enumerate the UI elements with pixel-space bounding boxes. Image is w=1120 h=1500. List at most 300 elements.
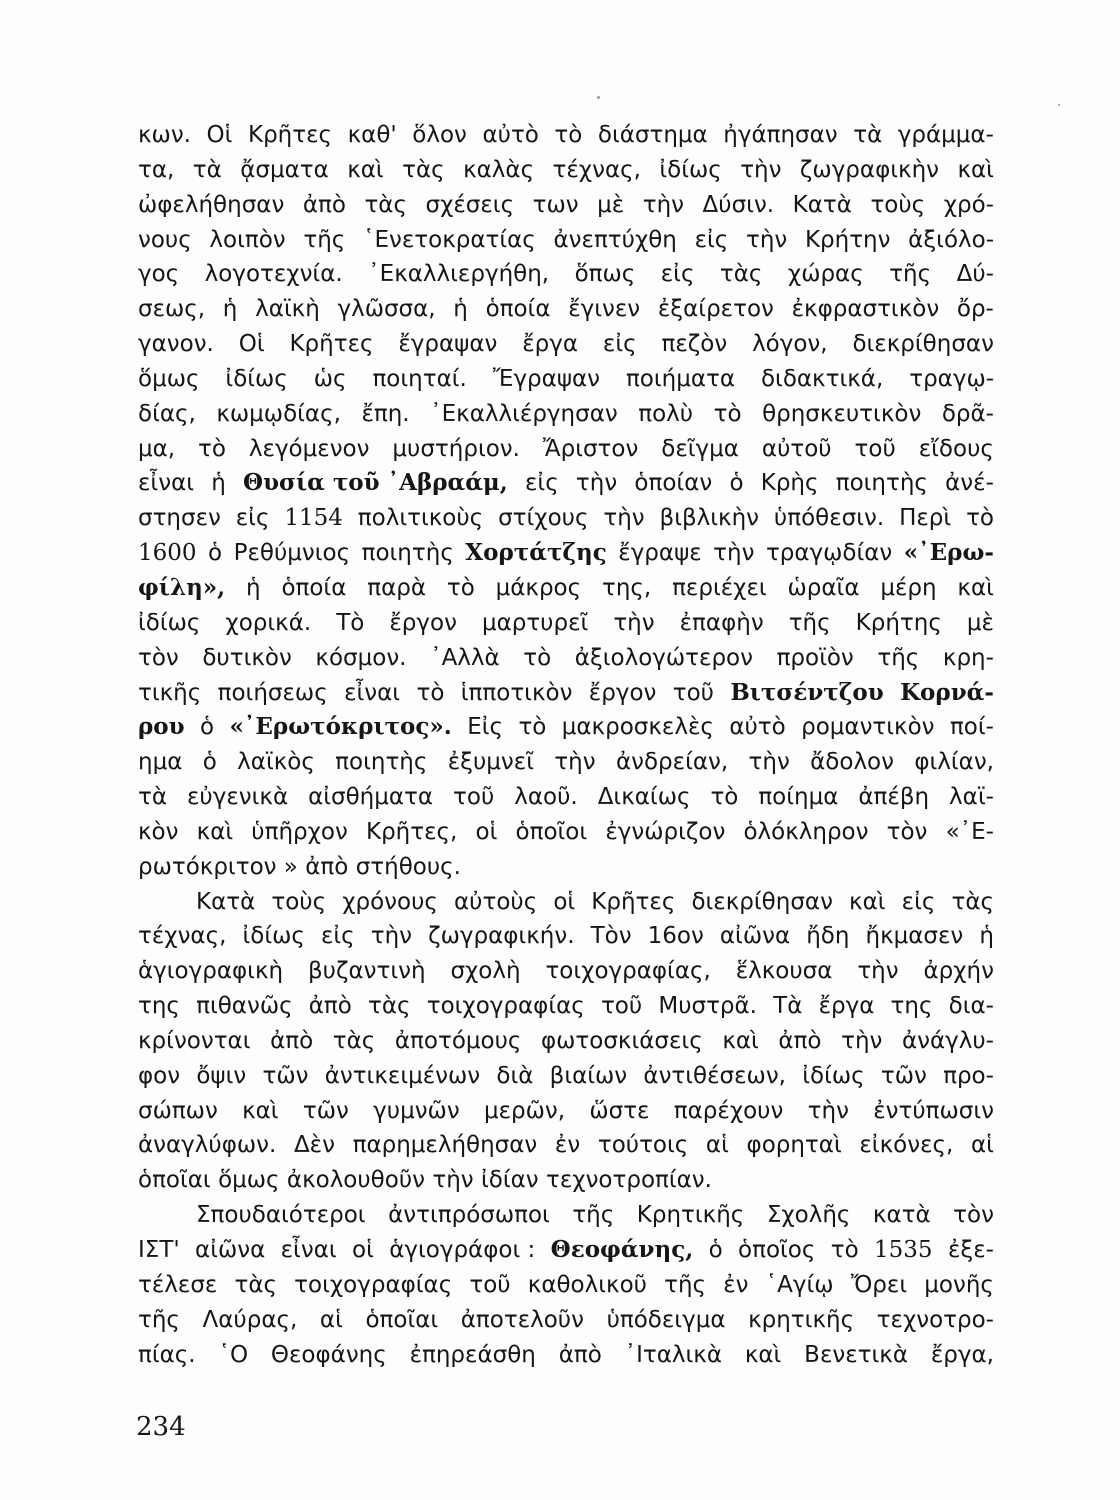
word: ποιήσεως [217,679,328,706]
word: καὶ [347,156,384,183]
word: ἀκολουθοῦν [286,1167,425,1194]
word: κων. [138,122,191,148]
word: ἀποτελοῦν [460,1306,584,1333]
word: στίχους [498,505,589,532]
word: κωμῳδίας, [216,400,341,427]
print-speck [1058,104,1060,106]
page-number: 234 [136,1412,186,1442]
word: δρᾶ- [941,400,994,427]
word: λογοτεχνία. [204,261,343,288]
word: τῶν [880,1062,927,1089]
word: τικῆς [138,679,202,706]
word: Σχολῆς [766,1202,851,1229]
word: κρη- [942,644,994,671]
word: γυμνῶν [373,1097,460,1124]
text-line [138,1268,994,1303]
word: τὴν [841,1027,883,1054]
word: ὅμως [218,1167,280,1194]
word: Βενετικὰ [804,1341,909,1368]
word: ῾Ενετοκρατίας [362,226,536,253]
text-line [138,989,994,1024]
word: τὸ [198,435,226,462]
word: ᾿Ιταλικὰ [624,1341,723,1368]
word: ἰδίως [242,923,305,950]
word: κὸν [138,818,179,845]
word: ἰδίαν [481,1167,539,1194]
word: ποιητὴς [835,470,928,497]
word: εἰς [524,470,559,497]
word: μέρη [880,574,937,601]
word: ἐγνώριζον [605,818,726,845]
word: ΙΣΤ' [138,1237,180,1263]
text-line [138,1303,994,1338]
word: μονῆς [924,1271,994,1298]
word: τὰς [719,261,763,288]
word: ἔργον [389,609,457,636]
word: κρητικῆς [748,1306,855,1333]
word: τὰς [368,993,411,1020]
word: ἀπέβη [858,784,930,811]
word: αὐτοῦ [761,435,832,462]
word: τὸ [830,1237,859,1263]
word: ἐντύπωσιν [873,1097,994,1124]
word: ὑπόθεσιν. [773,505,885,532]
text-line [138,536,994,571]
word: τέλεσε [138,1271,218,1298]
word: εἰς [694,226,729,253]
word: τοὺς [870,191,926,218]
word: ὅπως [574,261,636,288]
word: πίας. [138,1341,196,1368]
word: εἰς [235,505,270,532]
word: Θυσία τοῦ ᾿Αβραάμ, [243,469,508,497]
word: εἰκόνες, [859,1132,954,1159]
word: τέχνας, [552,156,641,183]
word: ὑπόδειγμα [606,1306,726,1333]
word: τῆς [788,609,831,636]
word: τὰ [138,784,168,811]
word: ἀντικειμένων [324,1062,481,1089]
word: ποιητὴς [361,540,454,567]
body-text [138,118,994,1372]
word: ὁ [708,1237,723,1263]
word: Δύσιν. [702,191,775,218]
word: ἔργον [588,679,657,706]
word: τὰς [234,1271,278,1298]
word: φιλίαν, [914,749,994,776]
word: γανον. [138,331,214,358]
word: ἀξιολογώτερον [574,644,753,671]
word: ἁγιογραφικὴ [138,958,284,985]
word: τὸ [518,714,547,741]
word: Κρῆτες [591,888,676,915]
word: παρέχουν [673,1097,784,1124]
word: ἡ [246,574,261,601]
word: ἀπὸ [778,1027,822,1054]
word: 1600 [138,540,197,567]
word: Κρῆτες, [366,818,458,845]
text-line [138,1094,994,1129]
word: τοὺς [271,888,327,915]
word: ρωτόκριτον » [138,853,298,880]
word: ἀνάγλυ- [901,1027,994,1054]
word: τῆς [138,1306,180,1333]
word: βυζαντινὴ [307,958,426,985]
word: Κορνά- [900,678,994,706]
word: «᾿Ερωτόκριτος». [229,713,452,741]
word: ὄψιν [196,1062,247,1089]
word: τῆς [889,261,932,288]
word: ζωγραφικήν. [428,923,575,950]
word: ὄρ- [956,296,994,323]
word: αὐτοὺς [454,888,538,915]
word: Μυστρᾶ. [658,993,757,1020]
word: Σπουδαιότεροι [196,1202,366,1229]
word: ὁποῖαι [138,1167,211,1194]
word: ἐξε- [947,1237,994,1263]
word: ὠφελήθησαν [138,191,285,218]
word: εἶναι [138,470,195,497]
word: ἀπὸ [308,993,352,1020]
word: πολιτικοὺς [357,505,484,532]
word: ῾Ο [218,1341,249,1368]
word: διεκρίθησαν [852,331,994,358]
word: ζωγραφικὴν [799,156,939,183]
word: τραγῳδίαν [765,540,893,567]
word: τοιχογραφίας [294,1271,453,1298]
word: ὅμως [138,365,200,392]
word: τὰς [402,156,445,183]
word: λαϊκὴ [255,296,320,323]
word: Θεοφάνης [270,1341,387,1368]
word: ἔγινεν [568,296,641,323]
word: πιθανῶς [196,993,293,1020]
word: καὶ [957,574,994,601]
word: ἡ [211,470,226,497]
word: τὸ [523,644,552,671]
word: κρίνονται [138,1027,251,1054]
word: μακροσκελὲς [561,714,714,741]
word: ἀξιόλο- [908,226,994,253]
word: ἀρχήν [923,958,994,985]
word: λοιπὸν [209,226,286,253]
text-line [138,153,994,188]
word: παρὰ [367,574,426,601]
word: «᾿Ερω- [903,539,994,567]
word: ἤκμασεν [865,923,964,950]
word: καὶ [957,156,994,183]
word: της, [601,574,652,601]
word: εἶναι [344,679,401,706]
word: ἀποτόμους [394,1027,522,1054]
word: ἐπαφὴν [679,609,764,636]
word: τοῦ [600,993,643,1020]
word: τὰ [192,156,222,183]
word: ὁποῖαι [365,1306,439,1333]
word: ἀναγλύφων. [138,1132,277,1159]
word: αἰῶνα [195,1237,266,1263]
word: τὴν [642,191,685,218]
word: ὁλόκληρον [743,818,869,845]
word: ἐν [723,1271,749,1298]
word: μάκρος [495,574,582,601]
word: ἀπὸ [302,191,346,218]
word: ἀνεπτύχθη [553,226,677,253]
word: Βιτσέντζου [730,678,884,706]
text-line [138,397,994,432]
word: ρου [138,713,185,741]
word: σώπων [138,1097,218,1124]
word: καὶ [722,1027,759,1054]
word: εἴδους [918,435,994,462]
word: γράμμα- [897,122,994,148]
word: τὴν [748,749,790,776]
word: ὑπῆρχον [251,818,348,845]
word: γος [138,261,180,288]
word: τὰς [951,888,994,915]
word: τῶν [262,1062,309,1089]
word: σχέσεις [425,191,515,218]
text-line [138,223,994,258]
word: Τὸ [336,609,365,636]
word: ἡ [979,923,994,950]
word: προϊὸν [776,644,854,671]
word: ἐξυμνεῖ [447,749,534,776]
word: ἐπηρεάσθη [409,1341,536,1368]
word: ἀπὸ [305,853,349,880]
word: τραγῳ- [909,365,994,392]
word: Ἄριστον [542,435,639,462]
word: Εἰς [467,714,504,741]
word: αἰσθήματα [308,784,434,811]
word: Περὶ [899,505,952,532]
word: ἐκφραστικὸν [791,296,940,323]
word: Κατὰ [196,888,256,915]
word: Ρεθύμνιος [233,540,351,567]
word: τοῦ [469,1271,511,1298]
text-line [138,676,994,711]
text-line [138,1059,994,1094]
word: τὴν [740,156,782,183]
word: ἰδίως [802,1062,865,1089]
word: ὁποῖοι [515,818,588,845]
word: τῶν [302,1097,349,1124]
word: δεῖγμα [661,435,739,462]
word: τὸ [416,679,445,706]
word: Κρητικῆς [636,1202,745,1229]
word: οἱ [352,1237,374,1263]
word: τοῦ [854,435,896,462]
word: αὐτὸ [729,714,786,741]
word: λαϊκὸς [237,749,315,776]
word: ἀπὸ [270,1027,314,1054]
word: ᾄσματα [240,156,329,183]
word: ὁποίαν [634,470,713,497]
word: τῆς [572,1202,615,1229]
word: τὴν [857,958,899,985]
text-line [138,292,994,327]
word: Δὲν [293,1132,335,1159]
word: βιβλικὴν [659,505,760,532]
word: Κρῆτες [248,122,333,148]
text-line [138,327,994,362]
text-line [138,257,994,292]
word: τεχνοτροπίαν. [546,1167,712,1194]
word: τὴν [745,226,788,253]
text-line [138,606,994,641]
word: μὲ [597,191,625,218]
word: καὶ [744,1341,782,1368]
word: ἔργα [818,993,875,1020]
text-line [138,885,994,920]
word: χρό- [943,191,994,218]
word: ἱπποτικὸν [460,679,573,706]
word: Δύ- [956,261,994,288]
word: γλῶσσα, [337,296,436,323]
text-line [138,850,994,885]
word: ὡς [313,365,347,392]
word: ἰδίως [138,609,201,636]
word: σεως, [138,296,206,323]
word: διὰ [496,1062,534,1089]
word: δίας, [138,400,196,427]
word: τὸν [886,818,928,845]
word: των [532,191,579,218]
text-line [138,362,994,397]
word: εἰς [320,923,355,950]
word: μυστήριον. [392,435,520,462]
word: φίλη», [138,573,226,601]
word: «᾿Ε- [945,818,994,845]
word: καθ' [347,122,397,148]
print-speck [597,96,600,99]
word: Χορτάτζης [465,539,607,567]
text-line [138,118,994,153]
text-line [138,501,994,536]
word: τὴν [370,923,413,950]
word: Κρὴς [760,470,819,497]
word: Δικαίως [597,784,691,811]
text-line [138,571,994,606]
word: καὶ [196,818,234,845]
word: αἱ [705,1132,729,1159]
word: μὲ [966,609,994,636]
word: Κρήτης [855,609,942,636]
word: προ- [943,1062,994,1089]
word: ἀνέ- [945,470,994,497]
word: τοιχογραφίας, [545,958,711,985]
word: τεχνοτρο- [876,1306,994,1333]
word: ὁ [200,714,215,741]
text-line [138,1128,994,1163]
word: Κρῆτες [289,331,374,358]
word: ἀνδρείαν, [615,749,729,776]
word: ὥστε [589,1097,650,1124]
word: ἤδη [806,923,850,950]
word: Κατὰ [792,191,852,218]
word: τὴν [613,609,655,636]
word: στησεν [138,505,221,532]
word: ἀντιθέσεων, [643,1062,786,1089]
word: νους [138,226,192,253]
word: λόγον, [752,331,828,358]
text-line [138,1163,994,1198]
word: στήθους. [355,853,461,880]
word: πολὺ [638,400,694,427]
word: εὐγενικὰ [186,784,289,811]
word: εἰς [901,888,936,915]
word: φον [138,1062,181,1089]
word: ἐν [554,1132,581,1159]
word: διδακτικά, [760,365,884,392]
word: ἄδολον [810,749,894,776]
word: δυτικὸν [202,644,292,671]
word: οἱ [475,818,498,845]
text-line [138,815,994,850]
word: ἔργα, [930,1341,994,1368]
word: ἰδίως [225,365,288,392]
word: χρόνους [342,888,438,915]
word: λαοῦ. [514,784,578,811]
word: ἰδίως [659,156,722,183]
word: πεζὸν [661,331,728,358]
word: Θεοφάνης, [550,1236,694,1263]
word: ἁγιογράφοι : [389,1237,536,1263]
word: 1154 [284,505,343,532]
text-line [138,1338,994,1373]
word: οἱ [553,888,576,915]
word: χώρας [787,261,864,288]
word: βιαίων [549,1062,628,1089]
word: ἠγάπησαν [723,122,838,148]
word: ᾿Αλλὰ [430,644,500,671]
word: ποί- [949,714,994,741]
word: εἰς [602,331,637,358]
text-line [138,954,994,989]
word: φορηταὶ [746,1132,842,1159]
word: ὁ [729,470,744,497]
word: της [890,993,933,1020]
word: τὸν [138,644,179,671]
word: καθολικοῦ [527,1271,647,1298]
word: ποιήματα [625,365,736,392]
word: τῆς [664,1271,707,1298]
word: Οἱ [206,122,233,148]
word: ἔργα [522,331,579,358]
word: τῆς [877,644,920,671]
text-line [138,710,994,745]
word: ποιηταί. [372,365,467,392]
word: 1535 [874,1237,933,1263]
text-line [138,780,994,815]
word: τὴν [713,540,755,567]
word: ἐξαίρετον [657,296,774,323]
word: αἱ [319,1306,343,1333]
word: ὁ [202,749,217,776]
text-line [138,1024,994,1059]
word: ὁ [208,540,223,567]
text-line [138,1233,994,1268]
text-line [138,745,994,780]
word: ὁποία [281,574,347,601]
word: Τὸν [590,923,632,950]
word: τὸ [446,574,475,601]
word: τὰς [332,1027,376,1054]
word: τοῦ [672,679,714,706]
word: τὴν [554,749,596,776]
word: εἰς [660,261,695,288]
word: ὁποία [485,296,551,323]
